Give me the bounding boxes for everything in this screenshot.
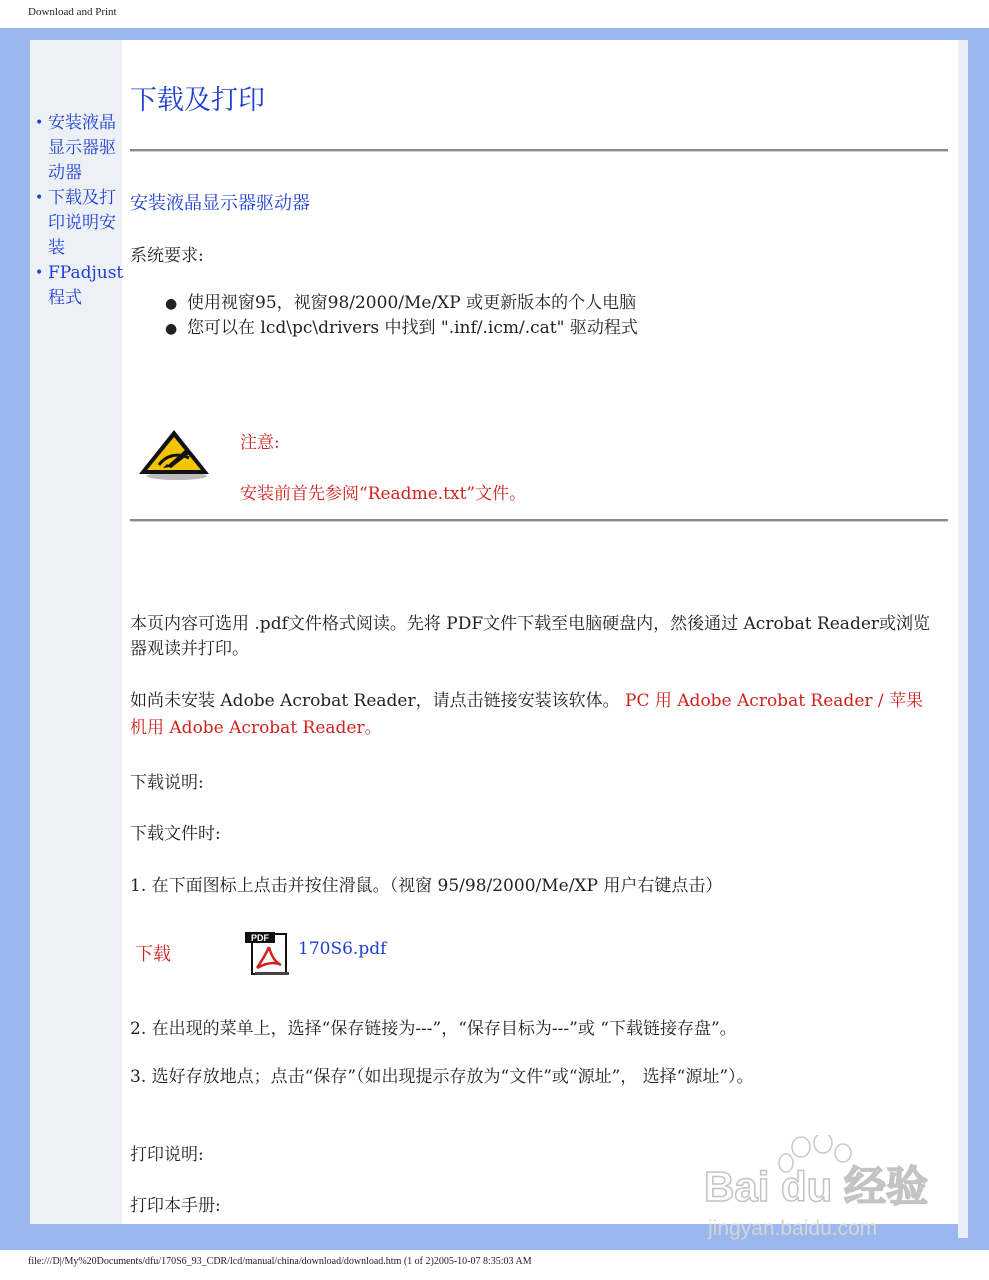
pdf-icon-label: PDF xyxy=(251,933,269,943)
pdf-download-link[interactable]: 170S6.pdf xyxy=(298,939,387,959)
bullet-icon: ● xyxy=(165,296,178,312)
link-separator: / xyxy=(872,691,890,711)
download-file-heading: 下载文件时: xyxy=(130,824,221,844)
sidebar-item-fpadjust[interactable] xyxy=(35,261,125,311)
requirement-text: 使用视窗95，视窗98/2000/Me/XP 或更新版本的个人电脑 xyxy=(187,293,637,313)
print-instructions-heading: 打印说明: xyxy=(130,1145,204,1165)
step-3: 3. 选好存放地点；点击“保存”（如出现提示存放为“文件”或“源址”， 选择“源址”）。 xyxy=(130,1067,754,1087)
link-end: 。 xyxy=(364,718,382,738)
warning-icon xyxy=(137,428,211,482)
baidu-watermark xyxy=(698,1135,938,1245)
note-label: 注意: xyxy=(240,433,280,453)
watermark-url: jingyan.baidu.com xyxy=(708,1217,878,1240)
pdf-icon[interactable] xyxy=(244,930,290,976)
acrobat-mac-link[interactable]: 苹果机用 Adobe Acrobat Reader xyxy=(130,691,924,738)
list-item xyxy=(165,316,638,341)
requirements-list xyxy=(165,291,638,341)
pdf-intro: 本页内容可选用 .pdf文件格式阅读。先将 PDF文件下载至电脑硬盘内，然後通过 Acrobat Reader或浏览器观读并打印。 xyxy=(130,614,931,659)
download-instructions-heading: 下载说明: xyxy=(130,773,204,793)
requirement-text: 您可以在 lcd\pc\drivers 中找到 ".inf/.icm/.cat" 驱动程式 xyxy=(187,318,638,338)
sidebar-item-install-driver[interactable] xyxy=(35,111,125,186)
sidebar-item-label[interactable]: 下载及打印说明安装 xyxy=(48,188,116,258)
note-text: 安装前首先参阅“Readme.txt”文件。 xyxy=(240,484,527,504)
sidebar-item-download-print[interactable] xyxy=(35,186,125,261)
acrobat-text: 如尚未安装 Adobe Acrobat Reader，请点击链接安装该软体。 xyxy=(130,691,620,711)
frame-strip xyxy=(958,40,968,1238)
print-manual-heading: 打印本手册: xyxy=(130,1196,221,1216)
acrobat-paragraph xyxy=(130,688,930,742)
download-label: 下载 xyxy=(135,944,171,965)
bullet-icon: ● xyxy=(165,321,178,337)
acrobat-pc-link[interactable]: PC 用 Adobe Acrobat Reader xyxy=(625,691,873,711)
bullet-icon: • xyxy=(35,115,44,131)
bullet-icon: • xyxy=(35,190,44,206)
section-title: 安装液晶显示器驱动器 xyxy=(130,193,310,214)
step-2: 2. 在出现的菜单上，选择“保存链接为---”，“保存目标为---”或 “下载链接存盘”。 xyxy=(130,1019,737,1039)
divider xyxy=(130,149,948,152)
sidebar-item-label[interactable]: 安装液晶显示器驱动器 xyxy=(48,113,116,183)
sidebar-nav xyxy=(35,111,125,311)
print-footer: file:///D|/My%20Documents/dfu/170S6_93_CDR/lcd/manual/china/download/download.htm (1 of 2)2005-10-07 8:35:03 AM xyxy=(28,1256,532,1267)
print-header: Download and Print xyxy=(28,6,117,18)
list-item xyxy=(165,291,638,316)
step-1: 1. 在下面图标上点击并按住滑鼠。（视窗 95/98/2000/Me/XP 用户右键点击） xyxy=(130,876,723,896)
bullet-icon: • xyxy=(35,265,44,281)
sidebar-item-label[interactable]: FPadjust程式 xyxy=(48,263,124,308)
page-title: 下载及打印 xyxy=(130,85,265,116)
sysreq-label: 系统要求: xyxy=(130,246,204,266)
watermark-brand: Bai du 经验 xyxy=(704,1163,929,1210)
divider xyxy=(130,519,948,522)
